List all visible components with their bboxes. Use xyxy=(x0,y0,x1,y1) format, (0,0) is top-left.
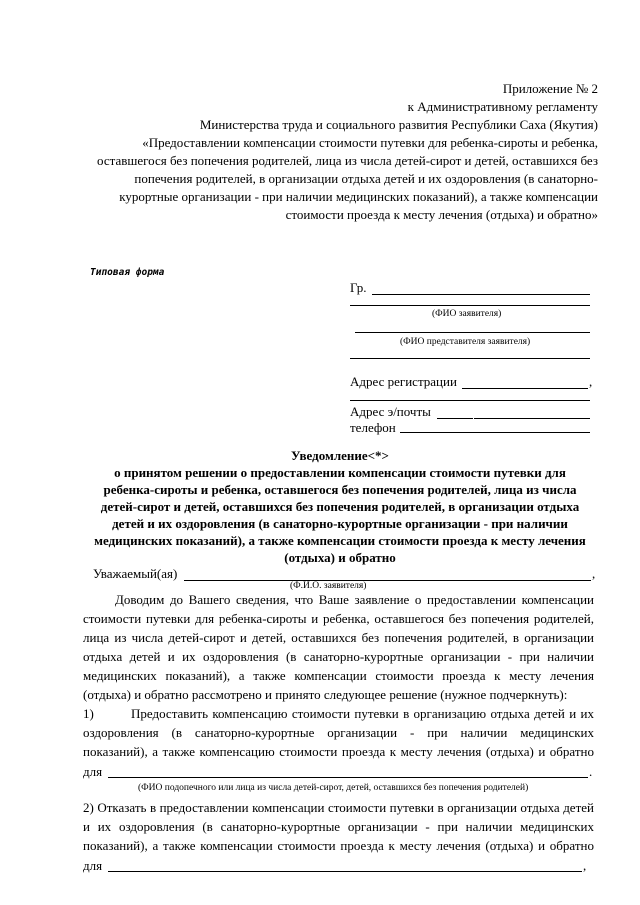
body-text-line: медицинских показаний), а также компенсации стоимости проезда к месту лечения xyxy=(83,668,594,683)
representative-fio-caption: (ФИО представителя заявителя) xyxy=(400,337,531,347)
applicant-name-field-2[interactable] xyxy=(350,305,590,306)
address-field-2[interactable] xyxy=(350,400,590,401)
option-1-text-line: Предоставить компенсацию стоимости путевки в организацию отдыха детей и их xyxy=(131,706,594,721)
header-title-line: курортные организации - при наличии медицинских показаний), а также компенсации xyxy=(119,189,598,204)
form-type-label: Типовая форма xyxy=(90,267,165,278)
phone-label: телефон xyxy=(350,420,396,435)
notice-subtitle-line: детей и их оздоровления (в санаторно-курортные организации - при наличии xyxy=(112,516,568,531)
option-1-dot: . xyxy=(589,764,593,779)
notice-subtitle-line: детей-сирот и детей, оставшихся без попечения родителей, в организации отдыха xyxy=(100,499,580,514)
header-title-line: «Предоставлении компенсации стоимости путевки для ребенка-сироты и ребенка, xyxy=(142,135,598,150)
body-text-line: стоимости путевки для ребенка-сироты и ребенка, оставшегося без попечения родителей, xyxy=(83,611,594,626)
email-field-part1[interactable] xyxy=(437,418,473,419)
option-2-for-label: для xyxy=(83,858,103,873)
notice-title: Уведомление<*> xyxy=(291,448,389,463)
option-2-ward-name-field[interactable] xyxy=(108,871,582,872)
body-text-line: лица из числа детей-сирот и детей, оставшихся без попечения родителей, в организации xyxy=(83,630,594,645)
greeting-comma: , xyxy=(592,566,596,581)
greeting-caption: (Ф.И.О. заявителя) xyxy=(290,581,367,591)
header-title-line: попечения родителей, в организации отдыха детей и их оздоровления (в санаторно- xyxy=(134,171,598,186)
email-label: Адрес э/почты xyxy=(350,404,431,419)
option-2-text-line: и их оздоровления (в санаторно-курортные организации - при наличии медицинских xyxy=(83,819,594,834)
phone-field[interactable] xyxy=(400,432,590,433)
representative-name-field[interactable] xyxy=(355,332,590,333)
body-text-line: (отдыха) и обратно рассмотрено и принято следующее решение (нужное подчеркнуть): xyxy=(83,687,568,702)
header-title-line: стоимости проезда к месту лечения (отдыха) и обратно» xyxy=(285,207,598,222)
option-1-text-line: оздоровления (в санаторно-курортные организации - при наличии медицинских xyxy=(83,725,594,740)
option-1-number: 1) xyxy=(83,706,94,721)
body-text-line: Доводим до Вашего сведения, что Ваше заявление о предоставлении компенсации xyxy=(115,592,594,607)
body-text-line: отдыха детей и их оздоровления (в санаторно-курортные организации - при наличии xyxy=(83,649,594,664)
address-comma: , xyxy=(589,374,593,389)
notice-subtitle-line: о принятом решении о предоставлении компенсации стоимости путевки для xyxy=(114,465,566,480)
option-2-text-line: показаний), а также компенсации стоимости проезда к месту лечения (отдыха) и обратно xyxy=(83,838,594,853)
option-1-for-label: для xyxy=(83,764,103,779)
applicant-fio-caption: (ФИО заявителя) xyxy=(432,309,502,319)
address-label: Адрес регистрации xyxy=(350,374,457,389)
option-2-text-line: 2) Отказать в предоставлении компенсации стоимости путевки в организации отдыха детей xyxy=(83,800,594,815)
header-ministry: Министерства труда и социального развития Республики Саха (Якутия) xyxy=(199,117,598,132)
greeting-label: Уважаемый(ая) xyxy=(93,566,178,581)
option-1-ward-name-field[interactable] xyxy=(108,777,588,778)
option-1-text-line: показаний), а также компенсацию стоимости проезда к месту лечения (отдыха) и обратно xyxy=(83,744,594,759)
option-1-caption: (ФИО подопечного или лица из числа детей-сирот, детей, оставшихся без попечения родителей) xyxy=(138,783,529,793)
notice-subtitle-line: ребенка-сироты и ребенка, оставшегося без попечения родителей, лица из числа xyxy=(103,482,577,497)
greeting-name-field[interactable] xyxy=(184,580,591,581)
header-title-line: оставшегося без попечения родителей, лица из числа детей-сирот и детей, оставшихся без xyxy=(97,153,598,168)
address-field[interactable] xyxy=(462,388,588,389)
notice-subtitle-line: (отдыха) и обратно xyxy=(284,550,396,565)
header-appendix-number: Приложение № 2 xyxy=(502,81,598,96)
applicant-name-field[interactable] xyxy=(372,294,590,295)
email-field-part2[interactable] xyxy=(474,418,590,419)
header-regulation-ref: к Административному регламенту xyxy=(407,99,598,114)
representative-name-field-2[interactable] xyxy=(350,358,590,359)
option-2-comma: , xyxy=(583,858,587,873)
notice-subtitle-line: медицинских показаний), а также компенсации стоимости проезда к месту лечения xyxy=(94,533,586,548)
gr-label: Гр. xyxy=(350,280,367,295)
